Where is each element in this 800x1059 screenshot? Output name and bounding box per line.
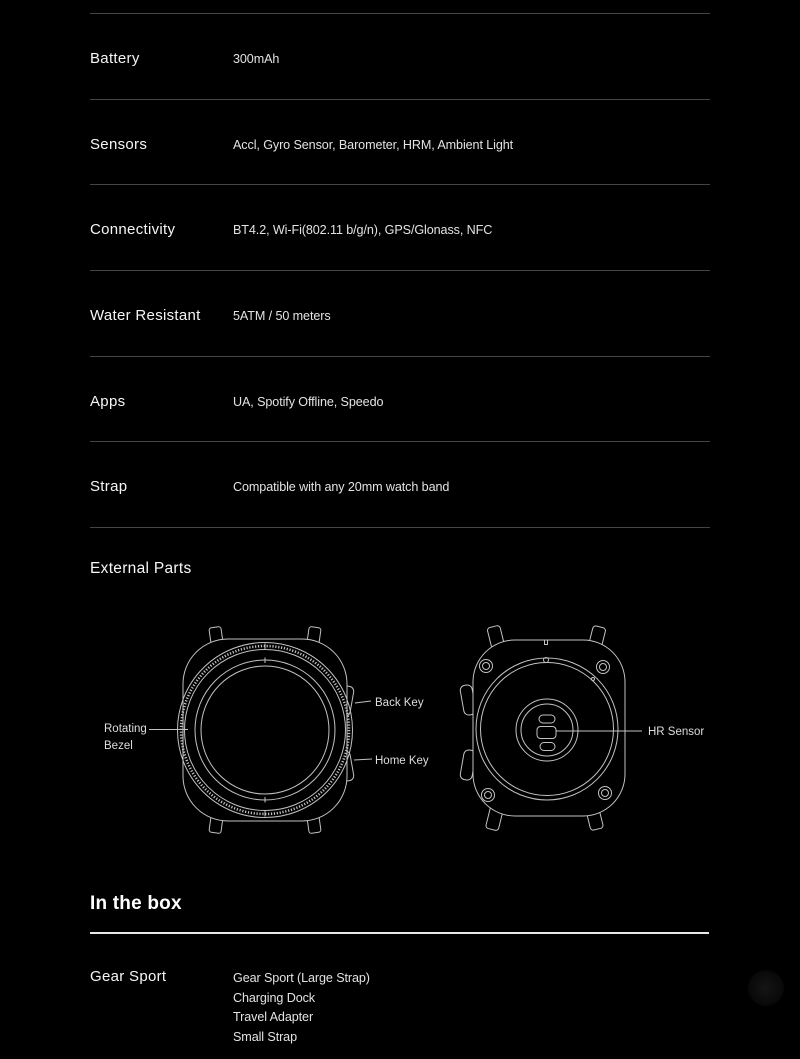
spec-label: Water Resistant [90, 307, 201, 325]
external-parts-diagram [90, 600, 710, 850]
spec-label: Connectivity [90, 221, 176, 239]
spec-row-apps [90, 356, 710, 442]
home-key-label: Home Key [375, 755, 429, 767]
box-label: Gear Sport [90, 968, 167, 985]
watch-front-view-icon [178, 626, 355, 833]
watch-back-view-icon [459, 625, 625, 831]
spec-row-battery [90, 13, 710, 99]
spec-row-strap [90, 441, 710, 527]
section-divider [90, 932, 709, 934]
box-item-list [233, 969, 370, 1047]
box-item: Gear Sport (Large Strap) [233, 971, 370, 985]
spec-value: Compatible with any 20mm watch band [233, 480, 450, 495]
box-item: Travel Adapter [233, 1010, 314, 1025]
rotating-bezel-label: Rotating Bezel [104, 723, 147, 752]
spec-label: Apps [90, 392, 126, 410]
spec-value: Accl, Gyro Sensor, Barometer, HRM, Ambient Light [233, 137, 514, 152]
spec-label: Sensors [90, 135, 148, 153]
spec-table [90, 13, 710, 528]
spec-row-sensors [90, 99, 710, 185]
spec-row-water-resistant [90, 270, 710, 356]
scroll-top-button[interactable] [748, 970, 784, 1006]
spec-value: 300mAh [233, 52, 280, 66]
external-parts-heading: External Parts [90, 560, 192, 577]
spec-label: Strap [90, 478, 128, 496]
spec-value: UA, Spotify Offline, Speedo [233, 394, 384, 409]
in-the-box-heading: In the box [90, 893, 182, 914]
hr-sensor-label: HR Sensor [648, 726, 705, 738]
box-item: Small Strap [233, 1029, 297, 1044]
spec-value: 5ATM / 50 meters [233, 309, 331, 324]
spec-label: Battery [90, 50, 140, 67]
spec-row-connectivity [90, 184, 710, 270]
spec-value: BT4.2, Wi-Fi(802.11 b/g/n), GPS/Glonass, NFC [233, 223, 493, 238]
box-item: Charging Dock [233, 990, 315, 1005]
back-key-label: Back Key [375, 697, 424, 709]
